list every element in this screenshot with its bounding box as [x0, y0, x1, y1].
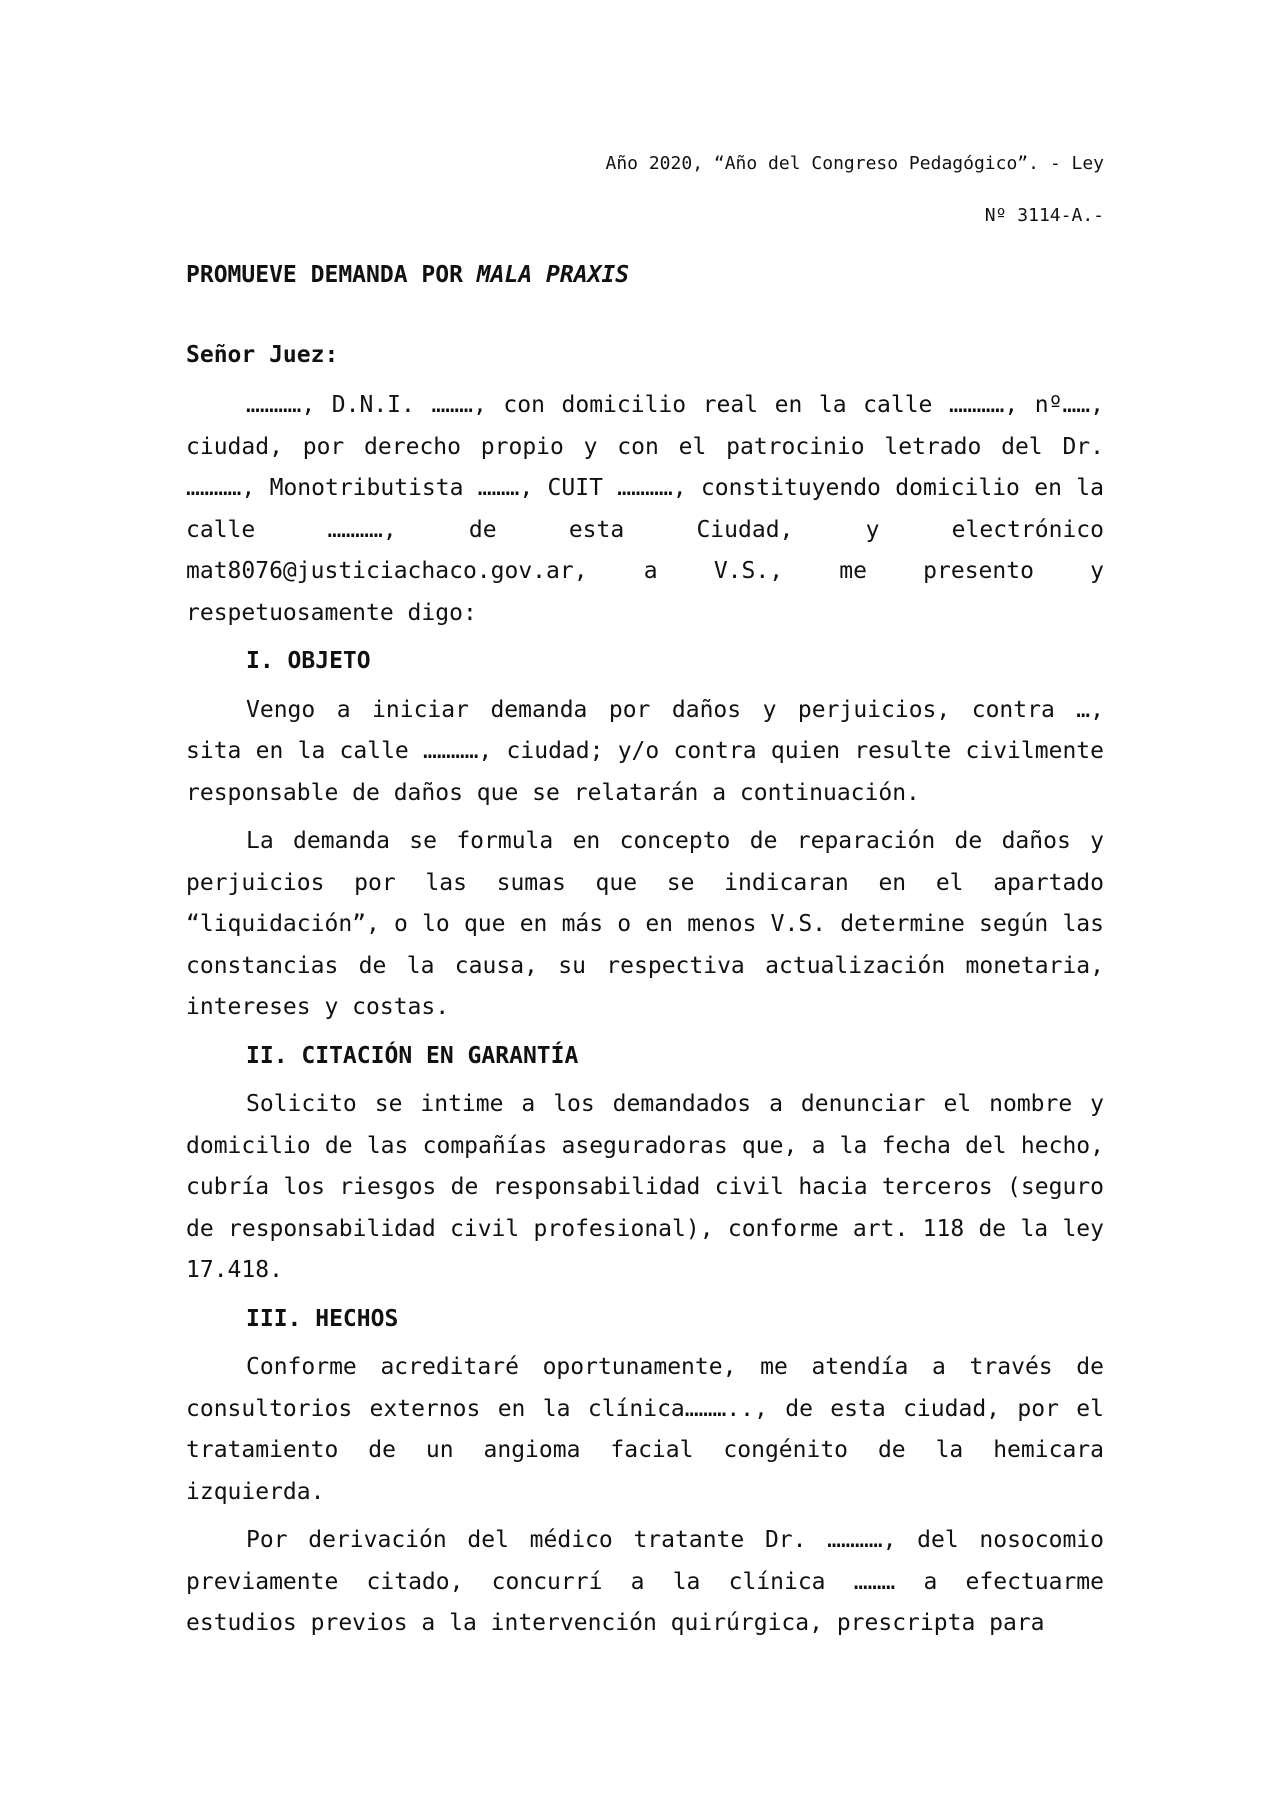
section-heading-hechos: III. HECHOS [246, 1305, 399, 1332]
objeto-paragraph-2: La demanda se formula en concepto de reparación de daños y perjuicios por las sumas que se indicaran en el apartado “liquidación”, o lo que en más o en menos V.S. determine según las constancias de la causa, su respectiva actualización monetaria, intereses y costas. [186, 828, 1104, 1020]
document-body [186, 338, 1104, 1652]
greeting: Señor Juez: [186, 342, 339, 368]
title-italic: MALA PRAXIS [476, 262, 630, 288]
hechos-paragraph-2: Por derivación del médico tratante Dr. …………, del nosocomio previamente citado, concurrí a la clínica ……… a efectuarme estudios previos a la intervención quirúrgica, prescripta para [186, 1527, 1104, 1636]
objeto-paragraph-1: Vengo a iniciar demanda por daños y perjuicios, contra …, sita en la calle …………, ciudad; y/o contra quien resulte civilmente responsable de daños que se relatarán a continuación. [186, 696, 1104, 806]
title-plain: PROMUEVE DEMANDA POR [186, 262, 477, 288]
citacion-paragraph-1: Solicito se intime a los demandados a denunciar el nombre y domicilio de las compañías aseguradoras que, a la fecha del hecho, cubría los riesgos de responsabilidad civil hacia terceros (seguro de responsabilidad civil profesional), conforme art. 118 de la ley 17.418. [186, 1091, 1104, 1283]
intro-paragraph: …………, D.N.I. ………, con domicilio real en la calle …………, nº……, ciudad, por derecho propio y con el patrocinio letrado del Dr. …………, Monotributista ………, CUIT …………, constituyendo domicilio en la calle …………, de esta Ciudad, y electrónico mat8076@justiciachaco.gov.ar, a V.S., me presento y respetuosamente digo: [186, 392, 1104, 626]
header-law-number: Nº 3114-A.- [984, 205, 1104, 226]
hechos-paragraph-1: Conforme acreditaré oportunamente, me atendía a través de consultorios externos en la clínica……….., de esta ciudad, por el tratamiento de un angioma facial congénito de la hemicara izquierda. [186, 1354, 1104, 1505]
section-heading-citacion: II. CITACIÓN EN GARANTÍA [246, 1042, 579, 1069]
header-year-line: Año 2020, “Año del Congreso Pedagógico”. - Ley [605, 153, 1104, 174]
document-title [186, 262, 629, 288]
section-heading-objeto: I. OBJETO [246, 648, 371, 674]
